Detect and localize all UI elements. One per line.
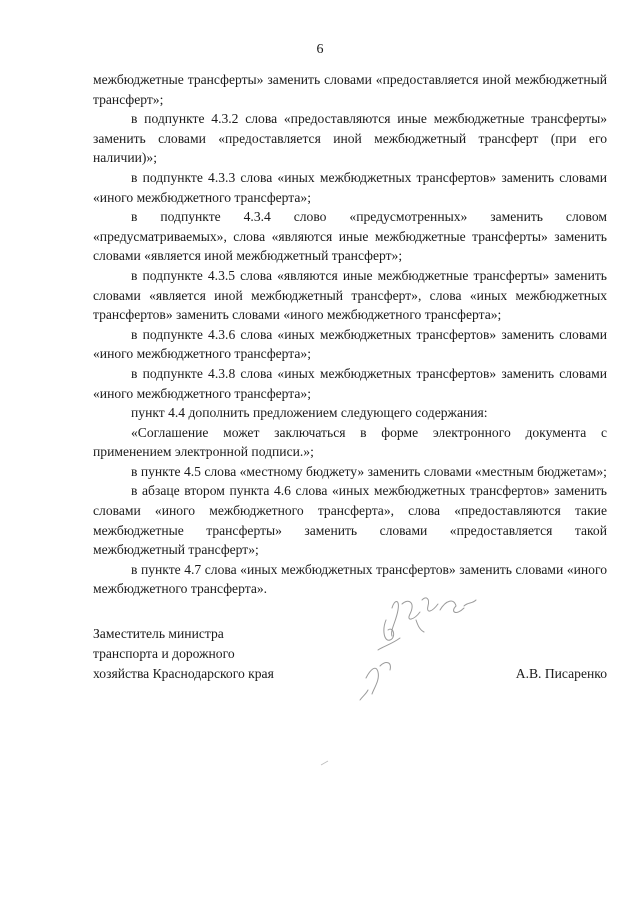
paragraph: межбюджетные трансферты» заменить словами «предоставляется иной межбюджетный трансферт»; — [93, 72, 607, 107]
paragraph: «Соглашение может заключаться в форме электронного документа с применением электронной подписи.»; — [93, 424, 607, 460]
document-body — [93, 70, 607, 599]
paragraph: в абзаце втором пункта 4.6 слова «иных межбюджетных трансфертов» заменить словами «иного межбюджетного трансферта», слова «предоставляются такие межбюджетные трансферты» заменить словами «предоставляется такой межбюджетный трансферт»; — [93, 483, 607, 558]
paragraph: в пункте 4.7 слова «иных межбюджетных трансфертов» заменить словами «иного межбюджетного трансферта». — [93, 561, 607, 597]
paragraph: в подпункте 4.3.2 слова «предоставляются иные межбюджетные трансферты» заменить словами «предоставляется иной межбюджетный трансферт (при его наличии)»; — [93, 111, 607, 166]
paragraph: пункт 4.4 дополнить предложением следующего содержания: — [131, 405, 488, 421]
scan-speck — [320, 760, 330, 766]
paragraph: в подпункте 4.3.8 слова «иных межбюджетных трансфертов» заменить словами «иного межбюджетного трансферта»; — [93, 365, 607, 401]
paragraph: в подпункте 4.3.4 слово «предусмотренных» заменить словом «предусматриваемых», слова «являются иные межбюджетные трансферты» заменить словами «является иной межбюджетный трансферт»; — [93, 209, 607, 264]
signatory-title-line: транспорта и дорожного — [93, 645, 235, 661]
paragraph: в подпункте 4.3.3 слова «иных межбюджетных трансфертов» заменить словами «иного межбюджетного трансферта»; — [93, 169, 607, 205]
paragraph: в подпункте 4.3.6 слова «иных межбюджетных трансфертов» заменить словами «иного межбюджетного трансферта»; — [93, 326, 607, 362]
handwritten-signature — [330, 590, 490, 730]
signatory-title-line: Заместитель министра — [93, 626, 224, 641]
signatory-title-line: хозяйства Краснодарского края — [93, 665, 274, 681]
signatory-name: А.В. Писаренко — [515, 665, 607, 681]
paragraph: в подпункте 4.3.5 слова «являются иные межбюджетные трансферты» заменить словами «является иной межбюджетный трансферт», слова «иных межбюджетных трансфертов» заменить словами «иного межбюджетного трансферта»; — [93, 267, 607, 323]
paragraph: в пункте 4.5 слова «местному бюджету» заменить словами «местным бюджетам»; — [131, 463, 607, 479]
page-number: 6 — [316, 42, 324, 57]
